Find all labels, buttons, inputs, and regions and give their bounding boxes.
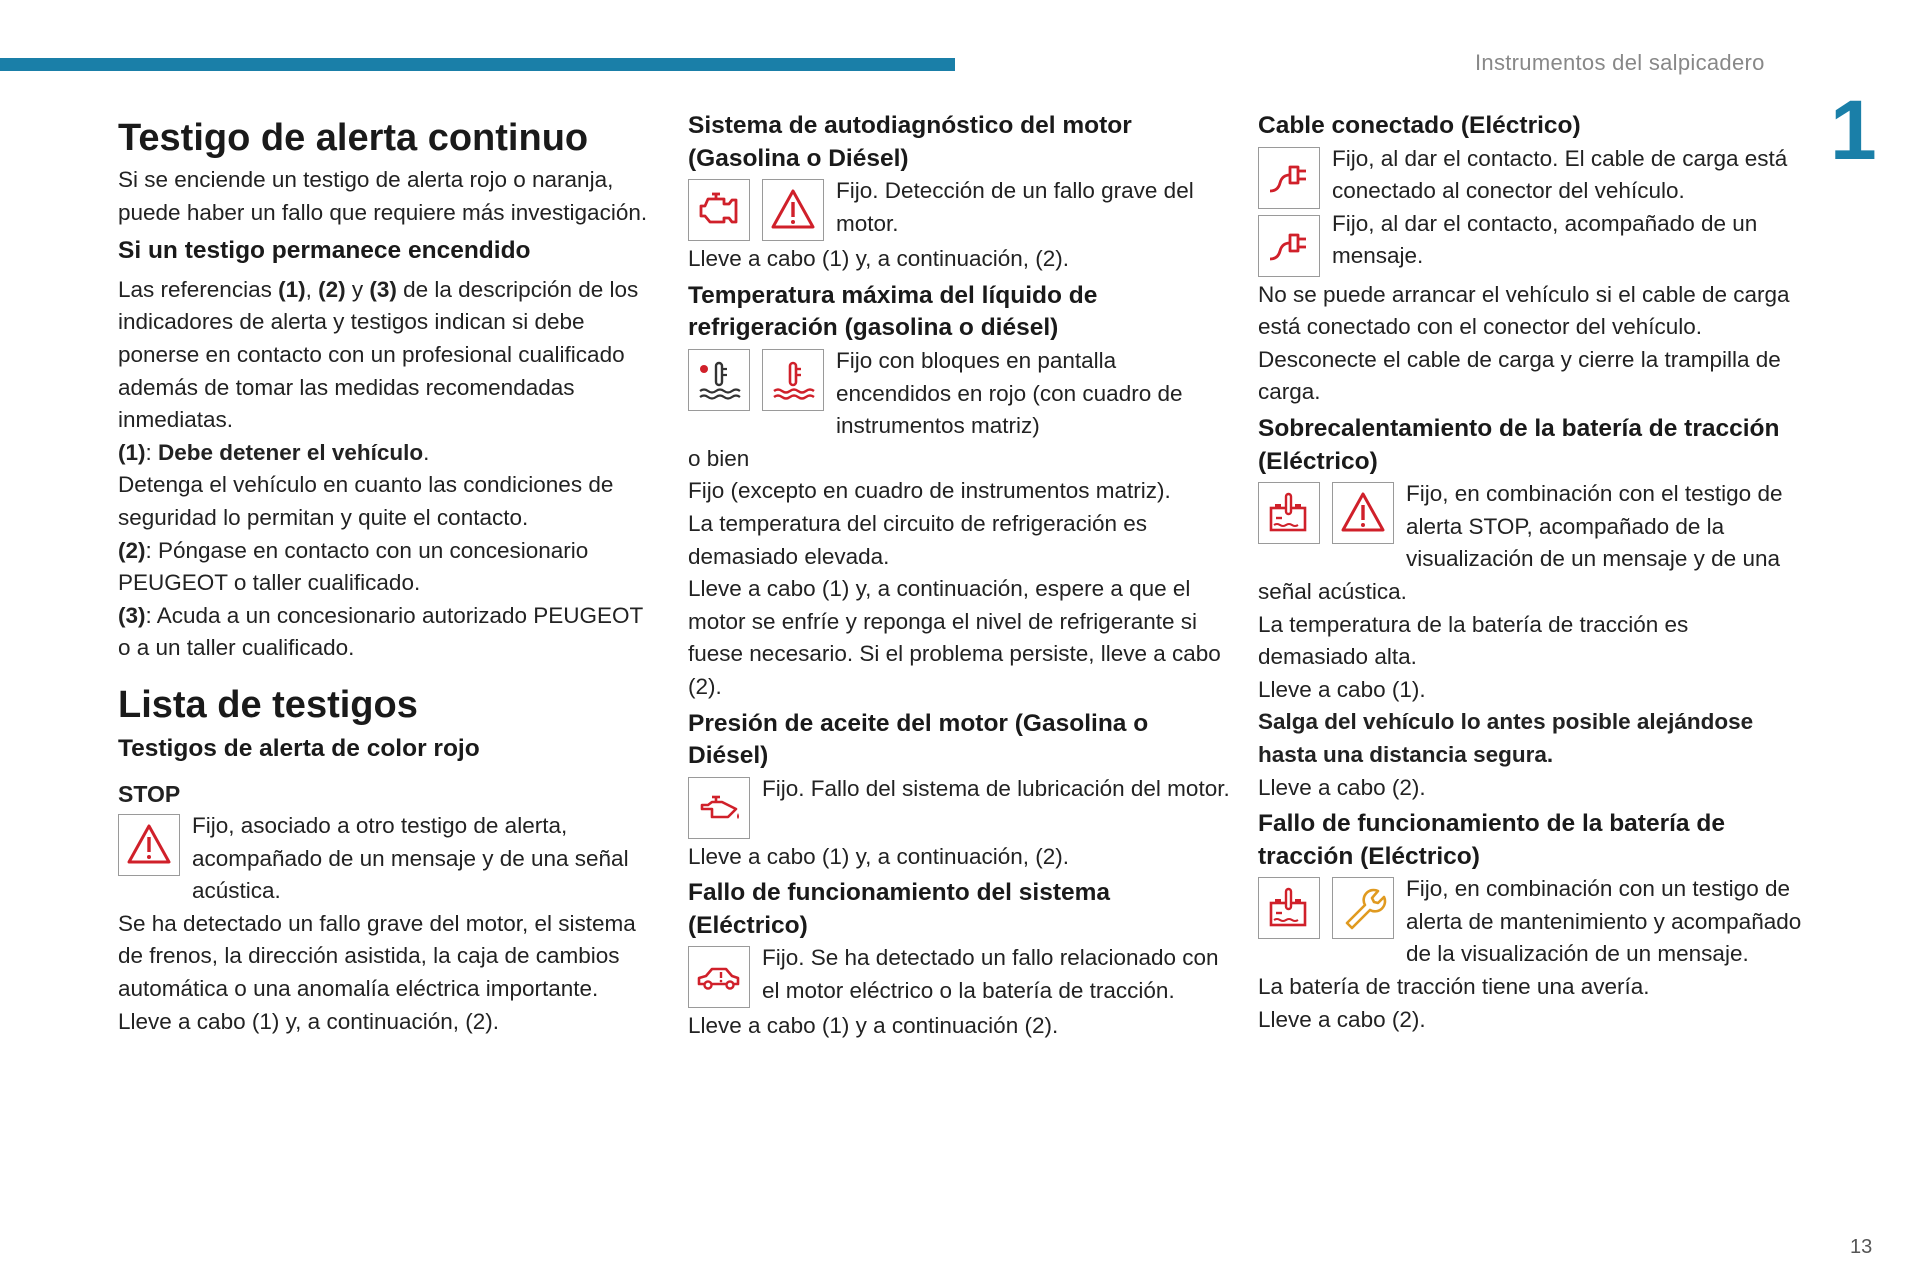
reference-3: (3): Acuda a un concesionario autorizado PEUGEOT o a un taller cualificado. — [118, 602, 643, 661]
reference-1-text: Detenga el vehículo en cuanto las condiciones de seguridad lo permitan y quite el contacto. — [118, 472, 614, 530]
oil-action: Lleve a cabo (1) y, a continuación, (2). — [688, 843, 1070, 869]
intro-paragraph: Si se enciende un testigo de alerta rojo o naranja, puede haber un fallo que requiere más investigación. — [118, 167, 648, 225]
diag-text: Fijo. Detección de un fallo grave del motor. — [836, 178, 1194, 236]
cable-detail: No se puede arrancar el vehículo si el cable de carga está conectado con el conector del vehículo. — [1258, 281, 1790, 340]
reference-1: (1): Debe detener el vehículo. — [118, 439, 430, 465]
battery-temperature-icon — [1258, 482, 1320, 544]
stop-icon-group — [118, 814, 180, 876]
overheat-action-2: Lleve a cabo (2). — [1258, 774, 1426, 800]
overheat-icon-group — [1258, 482, 1394, 544]
cable-text-2: Fijo, al dar el contacto, acompañado de un mensaje. — [1332, 210, 1758, 269]
page-number: 13 — [1850, 1236, 1873, 1258]
heading-fallo-bateria: Fallo de funcionamiento de la batería de tracción (Eléctrico) — [1258, 810, 1725, 870]
subheading-testigos-rojo: Testigos de alerta de color rojo — [118, 734, 480, 762]
battery-temperature-icon — [1258, 877, 1320, 939]
references-paragraph: Las referencias (1), (2) y (3) de la descripción de los indicadores de alerta y testigos indican si debe ponerse en contacto con un profesional cualificado además de tomar las medidas recomendadas inmediatas. — [118, 276, 639, 433]
chapter-number: 1 — [1830, 83, 1877, 177]
temp-detail: La temperatura del circuito de refrigeración es demasiado elevada. — [688, 510, 1147, 569]
temp-action: Lleve a cabo (1) y, a continuación, espere a que el motor se enfríe y reponga el nivel de refrigerante si fuese necesario. Si el problema persiste, lleve a cabo (2). — [688, 576, 1221, 699]
car-fault-icon — [688, 946, 750, 1008]
reference-2: (2): Póngase en contacto con un concesionario PEUGEOT o taller cualificado. — [118, 537, 589, 596]
diag-icon-group — [688, 179, 824, 241]
oil-icon-group — [688, 777, 750, 839]
temp-or: o bien — [688, 445, 750, 471]
malf-action: Lleve a cabo (2). — [1258, 1006, 1426, 1032]
overheat-text: Fijo, en combinación con el testigo de alerta STOP, acompañado de la visualización de un mensaje y de una señal acústica. — [1258, 481, 1783, 604]
diag-action: Lleve a cabo (1) y, a continuación, (2). — [688, 246, 1070, 272]
cable-icon-group-2 — [1258, 215, 1320, 277]
heading-lista-testigos: Lista de testigos — [118, 683, 418, 726]
malf-text: Fijo, en combinación con un testigo de alerta de mantenimiento y acompañado de la visualización de un mensaje. — [1406, 876, 1802, 967]
stop-detail: Se ha detectado un fallo grave del motor, el sistema de frenos, la dirección asistida, la caja de cambios automática o una anomalía eléctrica importante. — [118, 910, 636, 1002]
heading-presion-aceite: Presión de aceite del motor (Gasolina o Diésel) — [688, 709, 1149, 770]
wrench-icon — [1332, 877, 1394, 939]
overheat-warning: Salga del vehículo lo antes posible alejándose hasta una distancia segura. — [1258, 709, 1754, 767]
temp-icon-group — [688, 349, 824, 411]
coolant-temperature-dot-icon — [688, 349, 750, 411]
column-left — [118, 110, 658, 1038]
warning-triangle-icon — [1332, 482, 1394, 544]
cable-text-1: Fijo, al dar el contacto. El cable de carga está conectado al conector del vehículo. — [1332, 145, 1788, 204]
elec-icon-group — [688, 946, 750, 1008]
elec-action: Lleve a cabo (1) y a continuación (2). — [688, 1013, 1059, 1039]
column-middle — [688, 110, 1233, 1043]
stop-title: STOP — [118, 780, 181, 807]
heading-autodiagnostico: Sistema de autodiagnóstico del motor (Gasolina o Diésel) — [688, 112, 1132, 172]
temp-text: Fijo con bloques en pantalla encendidos en rojo (con cuadro de instrumentos matriz) — [836, 347, 1183, 439]
charging-plug-icon — [1258, 147, 1320, 209]
malf-detail: La batería de tracción tiene una avería. — [1258, 974, 1650, 1000]
coolant-temperature-icon — [762, 349, 824, 411]
heading-testigo-alerta-continuo: Testigo de alerta continuo — [118, 117, 589, 159]
malf-icon-group — [1258, 877, 1394, 939]
temp-alt: Fijo (excepto en cuadro de instrumentos matriz). — [688, 478, 1171, 504]
charging-plug-icon — [1258, 215, 1320, 277]
oil-text: Fijo. Fallo del sistema de lubricación del motor. — [762, 775, 1230, 801]
elec-text: Fijo. Se ha detectado un fallo relacionado con el motor eléctrico o la batería de tracción. — [762, 945, 1219, 1004]
cable-action: Desconecte el cable de carga y cierre la trampilla de carga. — [1258, 346, 1781, 405]
overheat-detail: La temperatura de la batería de tracción es demasiado alta. — [1258, 611, 1689, 670]
heading-fallo-sistema: Fallo de funcionamiento del sistema (Eléctrico) — [688, 879, 1111, 939]
header-accent-bar — [0, 58, 955, 71]
cable-icon-group-1 — [1258, 147, 1320, 209]
stop-description: Fijo, asociado a otro testigo de alerta, acompañado de un mensaje y de una señal acústica. — [192, 813, 629, 904]
subheading-testigo-encendido: Si un testigo permanece encendido — [118, 237, 531, 265]
warning-triangle-icon — [762, 179, 824, 241]
stop-action: Lleve a cabo (1) y, a continuación, (2). — [118, 1008, 500, 1034]
column-right — [1258, 110, 1803, 1036]
oil-can-icon — [688, 777, 750, 839]
warning-triangle-icon — [118, 814, 180, 876]
overheat-action-1: Lleve a cabo (1). — [1258, 676, 1426, 702]
heading-temperatura: Temperatura máxima del líquido de refrigeración (gasolina o diésel) — [688, 281, 1098, 342]
heading-cable-conectado: Cable conectado (Eléctrico) — [1258, 112, 1581, 139]
heading-sobrecalentamiento: Sobrecalentamiento de la batería de tracción (Eléctrico) — [1258, 414, 1780, 475]
section-title: Instrumentos del salpicadero — [1475, 50, 1765, 75]
engine-icon — [688, 179, 750, 241]
